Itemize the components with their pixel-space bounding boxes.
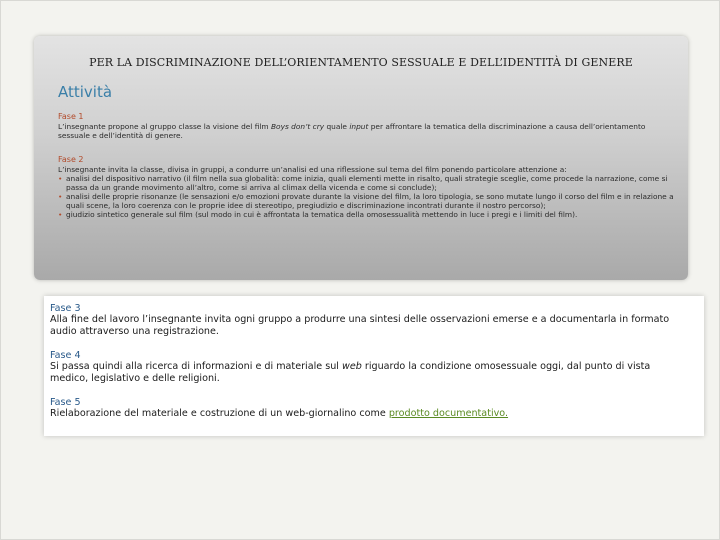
bullet-text: giudizio sintetico generale sul film (sul modo in cui è affrontata la tematica della omosessualità mettendo in luce i pregi e i limiti del film). (66, 210, 578, 219)
phase-5-text-part: Rielaborazione del materiale e costruzione di un web-giornalino come (50, 408, 389, 419)
phase-1-text-part: quale (324, 122, 350, 131)
phase-4-text (50, 361, 690, 385)
phase-2-block (58, 155, 678, 219)
film-title: Boys don’t cry (270, 122, 325, 131)
phase-4-text-part: riguardo la condizione omosessuale oggi, dal punto di vista medico, legislativo e delle religioni. (50, 361, 651, 384)
phase-1-text-part: per affrontare la tematica della discriminazione a causa dell’orientamento sessuale e dell’identità di genere. (58, 122, 646, 140)
phase-5-label: Fase 5 (50, 397, 81, 408)
list-item (58, 210, 678, 219)
phase-3-text: Alla fine del lavoro l’insegnante invita ogni gruppo a produrre una sintesi delle osservazioni emerse e a documentarla in formato audio attraverso una registrazione. (50, 314, 670, 337)
bullet-icon: • (58, 210, 63, 219)
phase-5-block (50, 397, 690, 420)
bullet-text: analisi del dispositivo narrativo (il film nella sua globalità: come inizia, quali elementi mette in risalto, quali strategie sceglie, come procede la narrazione, come si passa da un grande movimento all’altro, come si arriva al climax della vicenda e come si conclude); (66, 174, 668, 192)
list-item (58, 174, 678, 192)
bullet-text: analisi delle proprie risonanze (le sensazioni e/o emozioni provate durante la visione del film, la loro tipologia, se sono mutate lungo il corso del film e in relazione a quali scene, la loro coerenza con le proprie idee di stereotipo, pregiudizio e discriminazione incontrati durante il nostro percorso); (66, 192, 674, 210)
bullet-icon: • (58, 192, 63, 201)
documentary-product-link[interactable]: prodotto documentativo. (388, 408, 509, 419)
phase-4-block (50, 350, 690, 385)
activity-panel (34, 36, 688, 280)
web-word: web (342, 361, 362, 372)
phase-1-label: Fase 1 (58, 112, 84, 121)
phases-panel (44, 296, 704, 436)
input-word: input (349, 122, 369, 131)
phase-1-text-part: L’insegnante propone al gruppo classe la visione del film (58, 122, 271, 131)
phase-1-block (58, 112, 678, 140)
phase-5-text (50, 408, 690, 420)
phase-3-block (50, 303, 690, 338)
phase-4-label: Fase 4 (50, 350, 81, 361)
bullet-icon: • (58, 174, 63, 183)
phase-4-text-part: Si passa quindi alla ricerca di informazioni e di materiale sul (50, 361, 342, 372)
phase-2-intro: L’insegnante invita la classe, divisa in gruppi, a condurre un’analisi ed una riflessione sul tema del film ponendo particolare attenzione a: (58, 165, 567, 174)
list-item (58, 192, 678, 210)
section-title: Attività (58, 83, 113, 101)
page-title: PER LA DISCRIMINAZIONE DELL’ORIENTAMENTO SESSUALE E DELL’IDENTITÀ DI GENERE (89, 56, 633, 69)
phase-3-label: Fase 3 (50, 303, 81, 314)
phase-2-label: Fase 2 (58, 155, 84, 164)
phase-1-text (58, 122, 678, 140)
